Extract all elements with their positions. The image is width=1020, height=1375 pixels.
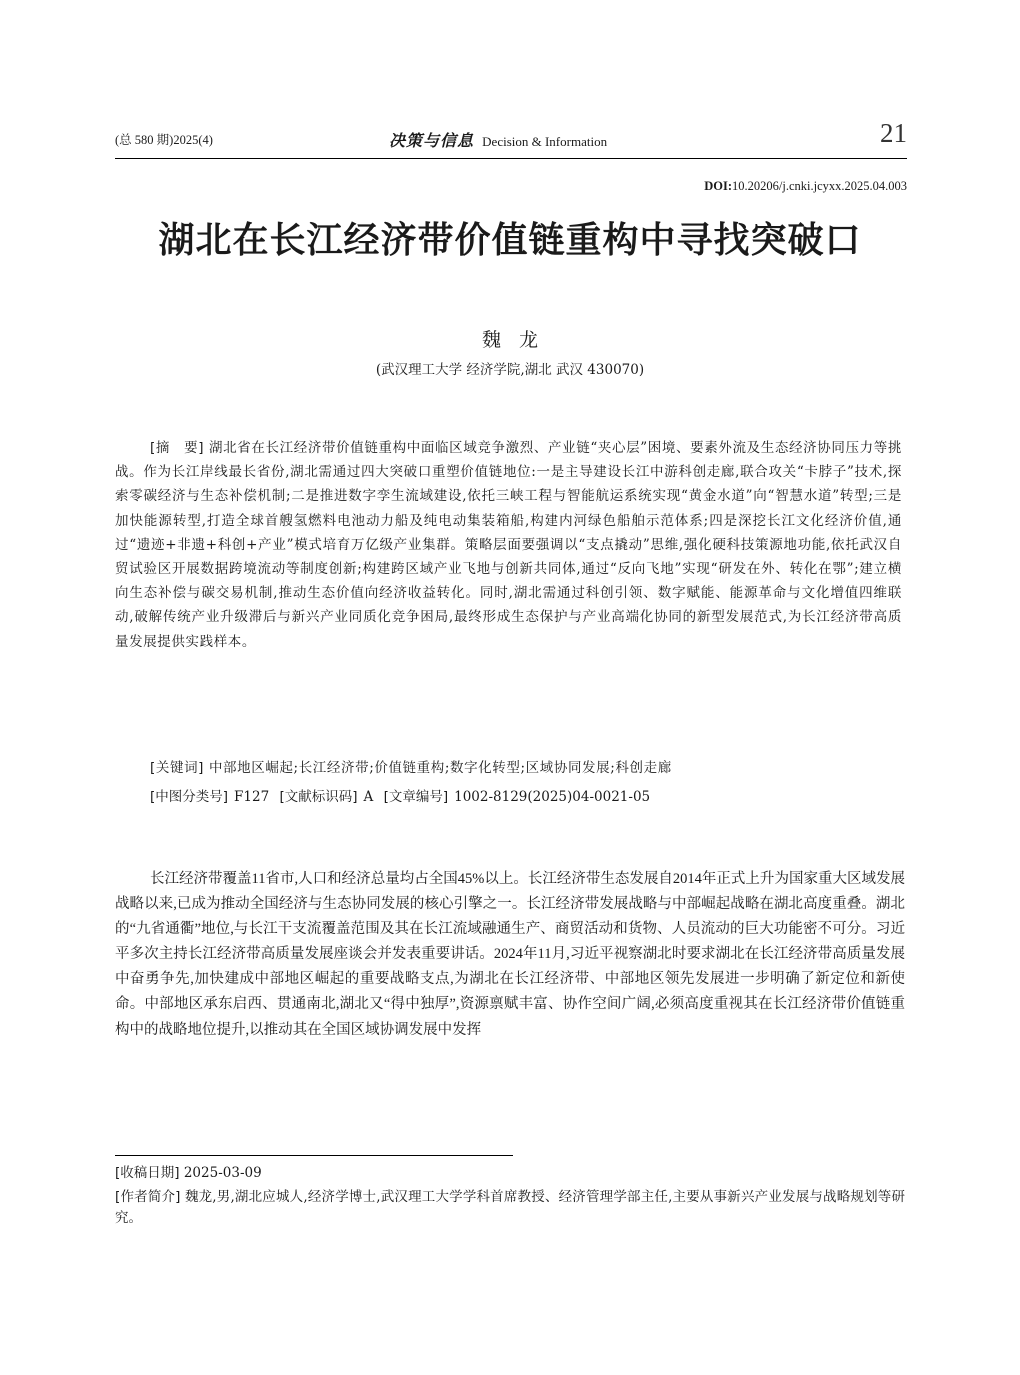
received-value: 2025-03-09 <box>183 1165 262 1181</box>
clc-label: [中图分类号] <box>150 789 229 805</box>
footnote-rule <box>115 1155 513 1156</box>
doc-code-value: A <box>363 789 374 805</box>
author-bio-value: 魏龙,男,湖北应城人,经济学博士,武汉理工大学学科首席教授、经济管理学部主任,主要从事新兴产业发展与战略规划等研究。 <box>115 1189 905 1226</box>
keywords <box>150 756 902 780</box>
classification-line <box>150 785 902 809</box>
abstract-text: 湖北省在长江经济带价值链重构中面临区域竞争激烈、产业链“夹心层”困境、要素外流及生态经济协同压力等挑战。作为长江岸线最长省份,湖北需通过四大突破口重塑价值链地位:一是主导建设长江中游科创走廊,联合攻关“卡脖子”技术,探索零碳经济与生态补偿机制;二是推进数字孪生流域建设,依托三峡工程与智能航运系统实现“黄金水道”向“智慧水道”转型;三是加快能源转型,打造全球首艘氢燃料电池动力船及纯电动集装箱船,构建内河绿色船舶示范体系;四是深挖长江文化经济价值,通过“遗迹+非遗+科创+产业”模式培育万亿级产业集群。策略层面要强调以“支点撬动”思维,强化硬科技策源地功能,依托武汉自贸试验区开展数据跨境流动等制度创新;构建跨区域产业飞地与创新共同体,通过“反向飞地”实现“研发在外、转化在鄂”;建立横向生态补偿与碳交易机制,推动生态价值向经济收益转化。同时,湖北需通过科创引领、数字赋能、能源革命与文化增值四维联动,破解传统产业升级滞后与新兴产业同质化竞争困局,最终形成生态保护与产业高端化协同的新型发展范式,为长江经济带高质量发展提供实践样本。 <box>115 440 902 650</box>
author-bio-label: [作者简介] <box>115 1189 181 1205</box>
keywords-text: 中部地区崛起;长江经济带;价值链重构;数字化转型;区域协同发展;科创走廊 <box>208 760 672 776</box>
abstract <box>115 436 902 654</box>
article-no-value: 1002-8129(2025)04-0021-05 <box>454 789 651 805</box>
footnote-author-bio <box>115 1187 905 1229</box>
doi-line <box>704 179 907 194</box>
keywords-label: [关键词] <box>150 760 205 776</box>
article-title: 湖北在长江经济带价值链重构中寻找突破口 <box>158 220 862 261</box>
article-no-label: [文章编号] <box>383 789 449 805</box>
clc-value: F127 <box>234 789 270 805</box>
body-paragraph: 长江经济带覆盖11省市,人口和经济总量均占全国45%以上。长江经济带生态发展自2014年正式上升为国家重大区域发展战略以来,已成为推动全国经济与生态协同发展的核心引擎之一。长江经济带发展战略与中部崛起战略在湖北高度重叠。湖北的“九省通衢”地位,与长江干支流覆盖范围及其在长江流域融通生产、商贸活动和货物、人员流动的巨大功能密不可分。习近平多次主持长江经济带高质量发展座谈会并发表重要讲话。2024年11月,习近平视察湖北时要求湖北在长江经济带高质量发展中奋勇争先,加快建成中部地区崛起的重要战略支点,为湖北在长江经济带、中部地区领先发展进一步明确了新定位和新使命。中部地区承东启西、贯通南北,湖北又“得中独厚”,资源禀赋丰富、协作空间广阔,必须高度重视其在长江经济带价值链重构中的战略地位提升,以推动其在全国区域协调发展中发挥 <box>115 871 905 1038</box>
journal-name <box>389 128 607 151</box>
journal-logo-cn: 决策与信息 <box>389 131 475 150</box>
page-number: 21 <box>880 118 907 148</box>
author-name: 魏龙 <box>481 329 556 351</box>
received-label: [收稿日期] <box>115 1165 180 1181</box>
header-rule <box>115 158 907 159</box>
doi-label: DOI: <box>704 179 732 193</box>
author-affiliation: (武汉理工大学 经济学院,湖北 武汉 430070) <box>375 362 645 378</box>
footnote-received <box>115 1163 905 1184</box>
abstract-label: [摘 要] <box>150 440 205 456</box>
running-header <box>115 118 907 156</box>
doc-code-label: [文献标识码] <box>279 789 358 805</box>
journal-name-en: Decision & Information <box>482 134 608 149</box>
doi-value: 10.20206/j.cnki.jcyxx.2025.04.003 <box>732 179 907 193</box>
issue-info: (总 580 期)2025(4) <box>115 133 213 147</box>
